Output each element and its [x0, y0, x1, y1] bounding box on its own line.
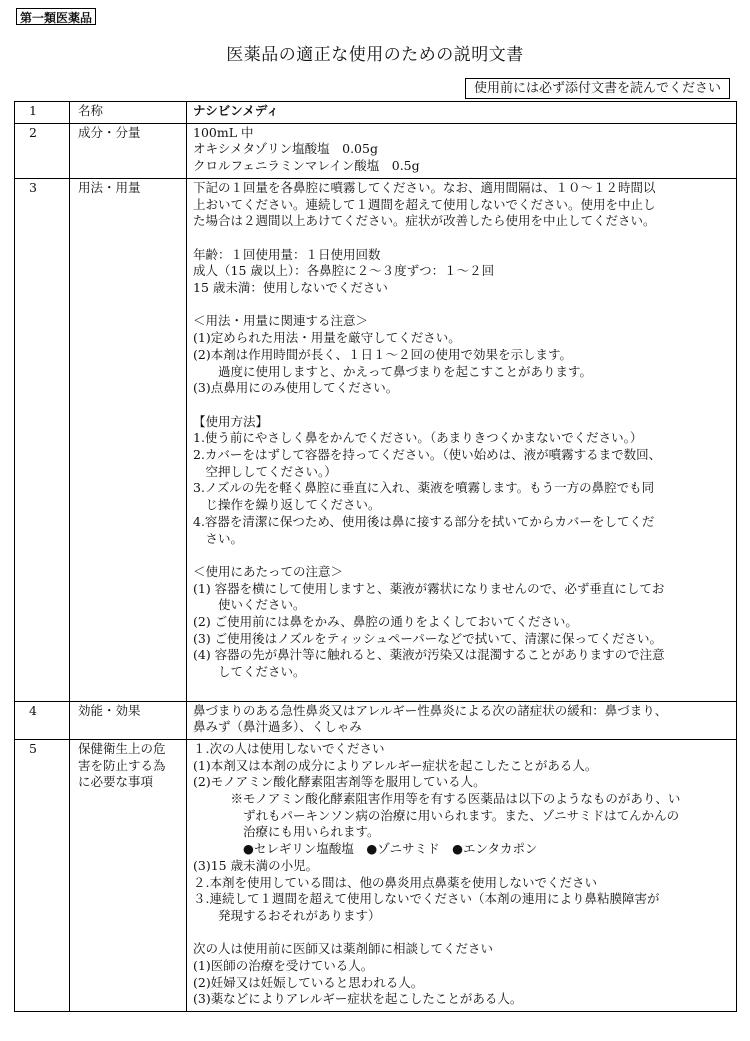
table-row [15, 102, 737, 124]
row-label [70, 739, 187, 1011]
content-line: 鼻づまりのある急性鼻炎又はアレルギー性鼻炎による次の諸症状の緩和：鼻づまり、 [193, 702, 668, 718]
row-number: 4 [15, 701, 70, 739]
content-line: １.次の人は使用しないでください [193, 740, 385, 756]
content-line: (2) ご使用前には鼻をかみ、鼻腔の通りをよくしておいてください。 [193, 614, 578, 630]
row-content [187, 739, 737, 1011]
content-line: 治療にも用いられます。 [193, 824, 380, 840]
content-line: 3.ノズルの先を軽く鼻腔に垂直に入れ、薬液を噴霧します。もう一方の鼻腔でも同 [193, 480, 655, 496]
content-line: 100mL 中 [193, 124, 254, 140]
row-number: 1 [15, 102, 70, 124]
blank-line [193, 925, 732, 942]
content-line: 上おいてください。連続して１週間を超えて使用しないでください。使用を中止し [193, 196, 656, 212]
content-line: (2)本剤は作用時間が長く、１日１～２回の使用で効果を示します。 [193, 346, 572, 362]
row-label-line: 害を防止する為 [78, 757, 166, 773]
content-line: (2)モノアミン酸化酵素阻害剤等を服用している人。 [193, 774, 486, 790]
blank-line [193, 547, 732, 564]
row-label: 用法・用量 [70, 178, 187, 701]
content-line: (2)妊婦又は妊娠していると思われる人。 [193, 974, 424, 990]
content-line: 鼻みず（鼻汁過多）、くしゃみ [193, 719, 362, 735]
row-content [187, 102, 737, 124]
document-title: 医薬品の適正な使用のための説明文書 [226, 45, 524, 65]
content-line: (1)医師の治療を受けている人。 [193, 958, 374, 974]
content-line: ずれもパーキンソン病の治療に用いられます。また、ゾニサミドはてんかんの [193, 807, 680, 823]
content-line: じ操作を繰り返してください。 [193, 497, 381, 513]
content-line: ※モノアミン酸化酵素阻害作用等を有する医薬品は以下のようなものがあり、い [193, 791, 681, 807]
content-line: さい。 [193, 530, 244, 546]
content-line: してください。 [193, 664, 306, 680]
drug-info-table [14, 101, 737, 1012]
content-line: 【使用方法】 [193, 413, 269, 429]
row-number: 2 [15, 123, 70, 178]
read-insert-notice: 使用前には必ず添付文書を読んでください [465, 78, 730, 99]
content-line: (1)本剤又は本剤の成分によりアレルギー症状を起こしたことがある人。 [193, 757, 598, 773]
content-line: た場合は２週間以上あけてください。症状が改善したら使用を中止してください。 [193, 213, 656, 229]
blank-line [193, 230, 732, 247]
content-line: 発現するおそれがあります） [193, 907, 381, 923]
row-content [187, 123, 737, 178]
content-line: 4.容器を清潔に保つため、使用後は鼻に接する部分を拭いてからカバーをしてくだ [193, 513, 655, 529]
product-name: ナシビンメディ [193, 103, 279, 118]
row-number: 5 [15, 739, 70, 1011]
content-line: 年齢：１回使用量：１日使用回数 [193, 246, 381, 262]
row-label-line: に必要な事項 [78, 774, 154, 790]
content-line: (3)15 歳未満の小児。 [193, 857, 319, 873]
drug-info-table-body [15, 102, 737, 1012]
drug-category-badge: 第一類医薬品 [16, 8, 96, 25]
table-row [15, 739, 737, 1011]
content-line: (1)定められた用法・用量を厳守してください。 [193, 330, 461, 346]
content-line: 下記の１回量を各鼻腔に噴霧してください。なお、適用間隔は、１０～１２時間以 [193, 179, 656, 195]
content-line: 使いください。 [193, 597, 306, 613]
content-line: クロルフェニラミンマレイン酸塩 0.5g [193, 158, 420, 174]
table-row [15, 701, 737, 739]
row-content [187, 701, 737, 739]
content-line: 15 歳未満：使用しないでください [193, 280, 388, 296]
table-row [15, 123, 737, 178]
content-line: 1.使う前にやさしく鼻をかんでください。（あまりきつくかまないでください。） [193, 430, 643, 446]
content-line: 成人（15 歳以上）：各鼻腔に２～３度ずつ：１～２回 [193, 263, 495, 279]
content-line: ＜用法・用量に関連する注意＞ [193, 313, 369, 329]
content-line: (3)点鼻用にのみ使用してください。 [193, 380, 399, 396]
row-label: 効能・効果 [70, 701, 187, 739]
row-label: 成分・分量 [70, 123, 187, 178]
content-line: 過度に使用しますと、かえって鼻づまりを起こすことがあります。 [193, 363, 593, 379]
content-line: (3)薬などによりアレルギー症状を起こしたことがある人。 [193, 991, 523, 1007]
content-line: (4) 容器の先が鼻汁等に触れると、薬液が汚染又は混濁することがありますので注意 [193, 647, 665, 663]
content-line: ●セレギリン塩酸塩 ●ゾニサミド ●エンタカポン [193, 841, 538, 857]
content-line: 2.カバーをはずして容器を持ってください。（使い始めは、液が噴霧するまで数回、 [193, 447, 662, 463]
content-line: オキシメタゾリン塩酸塩 0.05g [193, 141, 378, 157]
content-line: (3) ご使用後はノズルをティッシュペーパーなどで拭いて、清潔に保ってください。 [193, 630, 663, 646]
content-line: 空押ししてください。） [193, 463, 337, 479]
blank-line [193, 297, 732, 314]
row-content [187, 178, 737, 701]
row-number: 3 [15, 178, 70, 701]
content-line: (1) 容器を横にして使用しますと、薬液が霧状になりませんので、必ず垂直にしてお [193, 580, 665, 596]
table-row [15, 178, 737, 701]
blank-line [193, 681, 732, 698]
blank-line [193, 397, 732, 414]
content-line: ＜使用にあたっての注意＞ [193, 563, 344, 579]
content-line: ２.本剤を使用している間は、他の鼻炎用点鼻薬を使用しないでください [193, 874, 597, 890]
content-line: 次の人は使用前に医師又は薬剤師に相談してください [193, 941, 494, 957]
content-line: ３.連続して１週間を超えて使用しないでください（本剤の連用により鼻粘膜障害が [193, 891, 660, 907]
row-label-line: 保健衛生上の危 [78, 740, 166, 756]
row-label: 名称 [70, 102, 187, 124]
